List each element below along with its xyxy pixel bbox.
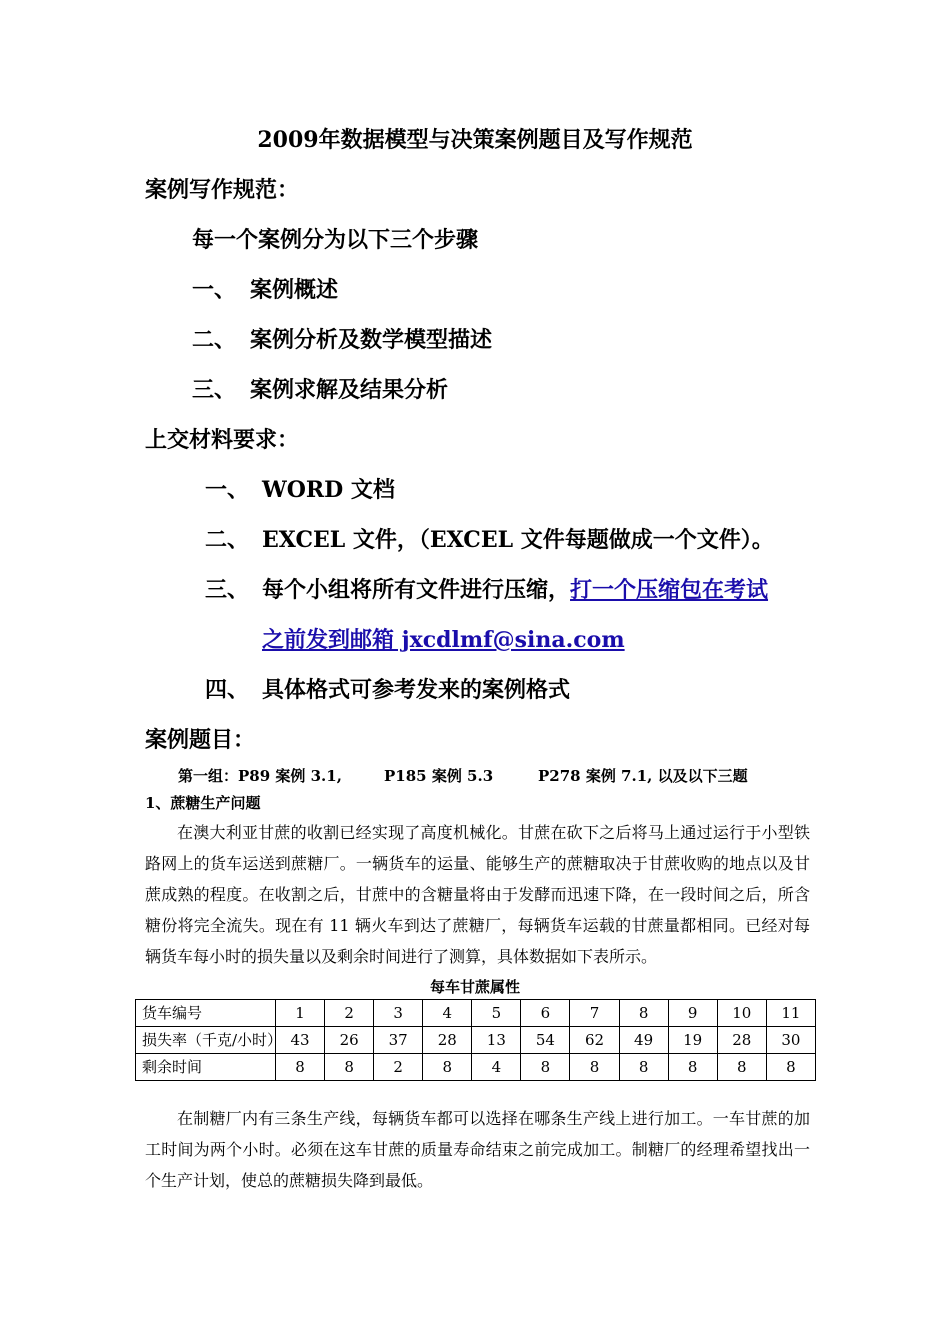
document-title: 2009年数据模型与决策案例题目及写作规范	[257, 127, 693, 153]
step-item	[192, 325, 492, 355]
group-case-1: 第一组：P89 案例 3.1,	[178, 767, 342, 785]
table-cell: 8	[276, 1054, 325, 1081]
material-text: 每个小组将所有文件进行压缩，	[262, 577, 571, 603]
table-row	[136, 1054, 816, 1081]
row-header: 剩余时间	[136, 1054, 276, 1081]
step-text: 案例概述	[250, 277, 339, 303]
table-cell: 37	[374, 1027, 423, 1054]
table-cell: 4	[472, 1054, 521, 1081]
step-item	[192, 275, 338, 305]
writing-spec-intro: 每一个案例分为以下三个步骤	[192, 227, 479, 253]
materials-heading: 上交材料要求：	[145, 427, 300, 453]
table-cell: 13	[472, 1027, 521, 1054]
table-row	[136, 1000, 816, 1027]
table-cell: 6	[521, 1000, 570, 1027]
table-cell: 9	[668, 1000, 717, 1027]
table-cell: 26	[325, 1027, 374, 1054]
table-cell: 49	[619, 1027, 668, 1054]
material-number: 一、	[205, 477, 250, 503]
table-cell: 19	[668, 1027, 717, 1054]
table-cell: 8	[570, 1054, 619, 1081]
row-header: 货车编号	[136, 1000, 276, 1027]
step-number: 三、	[192, 377, 237, 403]
table-cell: 8	[521, 1054, 570, 1081]
email-link-line2[interactable]: 之前发到邮箱 jxcdlmf@sina.com	[262, 627, 625, 653]
table-cell: 8	[619, 1000, 668, 1027]
step-number: 二、	[192, 327, 237, 353]
table-cell: 5	[472, 1000, 521, 1027]
table-row	[136, 1027, 816, 1054]
cases-heading: 案例题目：	[145, 727, 256, 753]
table-cell: 7	[570, 1000, 619, 1027]
problem-paragraph-2: 在制糖厂内有三条生产线，每辆货车都可以选择在哪条生产线上进行加工。一车甘蔗的加工时间为两个小时。必须在这车甘蔗的质量寿命结束之前完成加工。制糖厂的经理希望找出一个生产计划，使总的蔗糖损失降到最低。	[145, 1109, 810, 1190]
table-cell: 8	[325, 1054, 374, 1081]
table-cell: 28	[423, 1027, 472, 1054]
material-item	[205, 675, 570, 705]
material-item	[205, 475, 395, 505]
step-item	[192, 375, 448, 405]
table-cell: 2	[374, 1054, 423, 1081]
table-cell: 11	[766, 1000, 815, 1027]
group-case-2: P185 案例 5.3	[384, 767, 494, 785]
group-case-3: P278 案例 7.1, 以及以下三题	[538, 767, 748, 785]
material-item	[205, 525, 774, 555]
table-cell: 1	[276, 1000, 325, 1027]
step-text: 案例求解及结果分析	[250, 377, 449, 403]
material-item-continuation	[262, 625, 625, 655]
material-item	[205, 575, 768, 605]
step-text: 案例分析及数学模型描述	[250, 327, 493, 353]
table-cell: 4	[423, 1000, 472, 1027]
table-cell: 54	[521, 1027, 570, 1054]
table-cell: 8	[766, 1054, 815, 1081]
table-cell: 2	[325, 1000, 374, 1027]
problem-paragraph: 在澳大利亚甘蔗的收割已经实现了高度机械化。甘蔗在砍下之后将马上通过运行于小型铁路网上的货车运送到蔗糖厂。一辆货车的运量、能够生产的蔗糖取决于甘蔗收购的地点以及甘蔗成熟的程度。在收割之后，甘蔗中的含糖量将由于发酵而迅速下降，在一段时间之后，所含糖份将完全流失。现在有 11 辆火车到达了蔗糖厂，每辆货车运载的甘蔗量都相同。已经对每辆货车每小时的损失量以及剩余时间进行了测算，具体数据如下表所示。	[145, 823, 810, 966]
material-text: 具体格式可参考发来的案例格式	[262, 677, 571, 703]
material-text: WORD 文档	[262, 477, 395, 503]
material-number: 二、	[205, 527, 250, 553]
sugarcane-table	[135, 999, 816, 1081]
table-cell: 8	[717, 1054, 766, 1081]
row-header: 损失率（千克/小时）	[136, 1027, 276, 1054]
table-cell: 43	[276, 1027, 325, 1054]
table-cell: 10	[717, 1000, 766, 1027]
material-number: 三、	[205, 577, 250, 603]
table-cell: 8	[619, 1054, 668, 1081]
writing-spec-heading: 案例写作规范：	[145, 177, 300, 203]
table-cell: 3	[374, 1000, 423, 1027]
table-caption: 每车甘蔗属性	[429, 978, 520, 996]
problem-title: 1、蔗糖生产问题	[145, 794, 261, 812]
table-cell: 30	[766, 1027, 815, 1054]
material-text: EXCEL 文件，（EXCEL 文件每题做成一个文件）。	[262, 527, 774, 553]
table-cell: 62	[570, 1027, 619, 1054]
group-assignment-line	[178, 765, 748, 787]
material-number: 四、	[205, 677, 250, 703]
step-number: 一、	[192, 277, 237, 303]
table-cell: 8	[423, 1054, 472, 1081]
table-cell: 28	[717, 1027, 766, 1054]
table-cell: 8	[668, 1054, 717, 1081]
email-link-line1[interactable]: 打一个压缩包在考试	[570, 577, 769, 603]
